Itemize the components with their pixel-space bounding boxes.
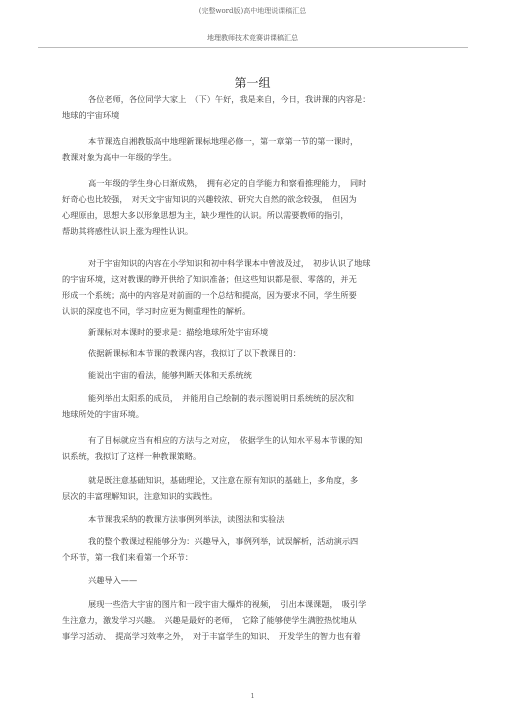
paragraph-line: 就是既注意基础知识，基础理论，又注意在原有知识的基础上，多角度，多 [88,475,359,485]
paragraph-goal-two [62,390,462,422]
paragraph-line: 我的整个教课过程能够分为：兴趣导入，事例列举，试误解析，活动演示四 [88,536,359,546]
header-divider [38,47,468,48]
paragraph-line: 教课对象为高中一年级的学生。 [62,152,177,162]
paragraph-prior-knowledge [62,255,462,319]
paragraph-step-detail [62,596,462,644]
paragraph-line: 事学习活动、 提高学习效率之外， 对于丰富学生的知识、 开发学生的智力也有着 [62,631,361,641]
paragraph-line: 能说出宇宙的看法，能够判断天体和天系统统 [88,370,252,380]
running-header: 地理教师技术竞赛讲课稿汇总 [207,34,298,42]
paragraph-line: 各位老师，各位同学大家上 （下）午好，我是来自，今日，我讲课的内容是： [88,94,371,104]
paragraph-goals-intro [62,345,462,361]
paragraph-line: 有了目标就应当有相应的方法与之对应， 依据学生的认知水平易本节课的知 [88,435,363,445]
document-title: (完整word版)高中地理说课稿汇总 [198,7,307,15]
paragraph-line: 识系统，我拟订了这样一种教课策略。 [62,451,202,461]
paragraph-line: 的宇宙环境，这对教课的睁开供给了知识准备；但这些知识都是很、零落的，并无 [62,274,357,284]
paragraph-line: 本节课我采纳的教课方法事例列举法，读图法和实验法 [88,514,285,524]
paragraph-line: 认识的深度也不同，学习时应更为侧重理性的解析。 [62,306,251,316]
paragraph-greeting [62,91,462,123]
paragraph-line: 地球的宇宙环境 [62,110,120,120]
paragraph-line: 新课标对本课时的要求是：描绘地球所处宇宙环境 [88,327,269,337]
paragraph-line: 层次的丰富理解知识，注意知识的实践性。 [62,491,218,501]
section-title: 第一组 [234,76,271,90]
paragraph-student-analysis [62,175,462,239]
paragraph-line: 形成一个系统；高中的内容是对前面的一个总结和提高，因为要求不同，学生所要 [62,290,357,300]
paragraph-goal-one [62,367,462,383]
paragraph-line: 依据新课标和本节课的教课内容，我拟订了以下教课目的： [88,348,301,358]
paragraph-line: 兴趣导入—— [88,575,138,585]
paragraph-step-heading [62,572,462,588]
paragraph-line: 本节课选自湘教版高中地理新课标地理必修一，第一章第一节的第一课时， [88,136,359,146]
paragraph-line: 帮助其将感性认识上涨为理性认识。 [62,226,194,236]
paragraph-strategy [62,432,462,464]
page-number: 1 [250,693,255,700]
paragraph-line: 心理原由，思想大多以形象思想为主，缺少理性的认识。所以需要教师的指引， [62,210,349,220]
paragraph-strategy-detail [62,472,462,504]
paragraph-line: 展现一些浩大宇宙的图片和一段宇宙大爆炸的视频， 引出本课课题， 吸引学 [88,599,367,609]
paragraph-line: 对于宇宙知识的内容在小学知识和初中科学课本中曾波及过， 初步认识了地球 [88,258,371,268]
paragraph-line: 高一年级的学生身心日渐成熟， 拥有必定的自学能力和察看推理能力， 同时 [88,178,367,188]
paragraph-line: 地球所处的宇宙环境。 [62,409,144,419]
paragraph-process-overview [62,533,462,565]
paragraph-methods [62,511,462,527]
paragraph-course-source [62,133,462,165]
paragraph-line: 好奇心也比较强， 对天文宇宙知识的兴趣较浓、研究大自然的欲念较强， 但因为 [62,194,357,204]
paragraph-curriculum-requirement [62,324,462,340]
paragraph-line: 生注意力，激发学习兴趣。 兴趣是最好的老师， 它除了能够使学生满腔热忱地从 [62,615,357,625]
paragraph-line: 能列举出太阳系的成员， 并能用自己绘制的表示图说明日系统统的层次和 [88,393,355,403]
paragraph-line: 个环节，第一我们来看第一个环节： [62,552,194,562]
